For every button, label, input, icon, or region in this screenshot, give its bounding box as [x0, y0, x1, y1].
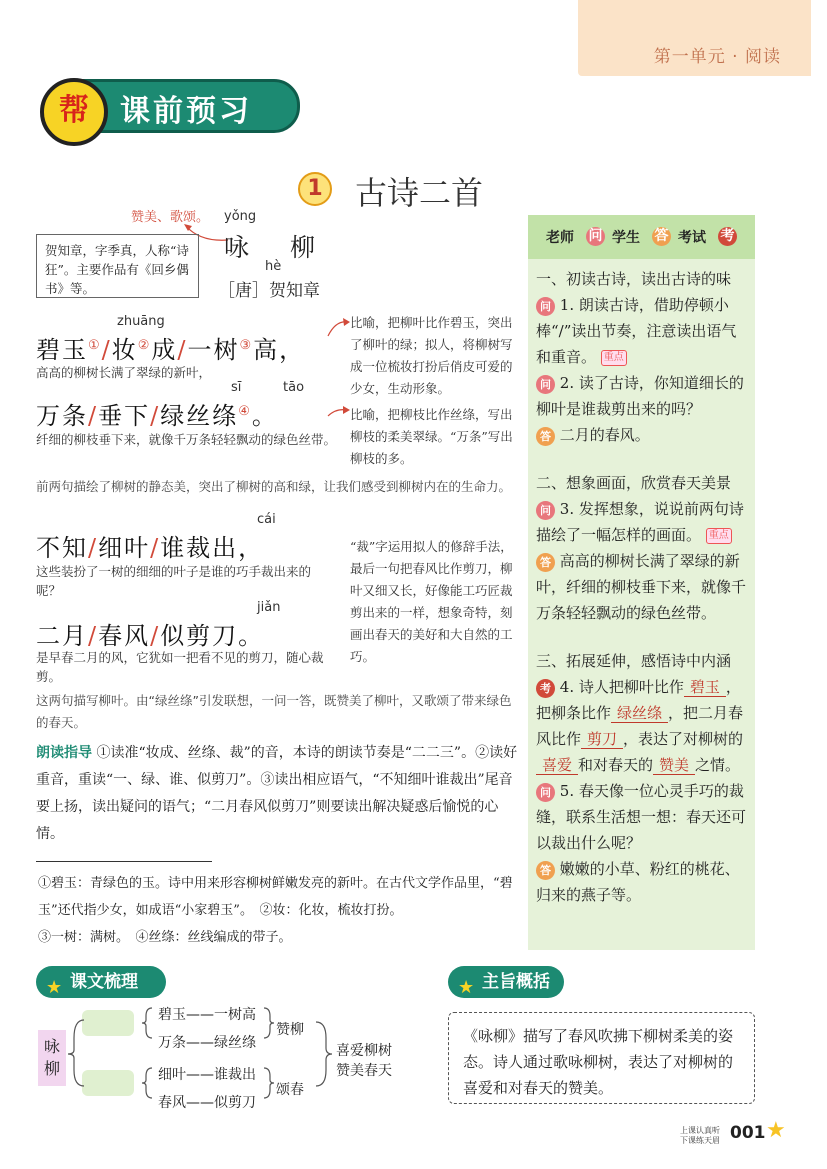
banner-title: 课前预习: [120, 94, 252, 129]
mindmap-end1: 喜爱柳树: [336, 1043, 392, 1059]
poem-title: 咏 柳: [224, 233, 324, 262]
gloss-2: 纤细的柳枝垂下来，就像千万条轻轻飘动的绿色丝带。: [36, 432, 337, 447]
answer-3: 答 高高的柳树长满了翠绿的新叶，纤细的柳枝垂下来，就像千万条轻轻飘动的绿色丝带。: [536, 552, 747, 622]
section-2: 二、想象画面，欣赏春天美景: [536, 474, 732, 492]
question-5: 问 5. 春天像一位心灵手巧的裁缝，联系生活想一想：春天还可以裁出什么呢？: [536, 782, 747, 852]
mindmap-l2: 万条——绿丝绦: [158, 1035, 256, 1051]
summary-label: ★ 主旨概括: [448, 966, 564, 998]
star-icon: ★: [766, 1118, 786, 1143]
unit-label: 第一单元 · 阅读: [653, 47, 781, 67]
reading-text: ①读准“妆成、丝绦、裁”的音，本诗的朗读节奏是“二二三”。②读好重音，重读“一、绿、谁、似剪刀”。③读出相应语气，“不知细叶谁裁出”尾音要上扬，读出疑问的语气；“二月春风似剪刀”则要读出解决疑惑后愉悦的心情。: [36, 745, 518, 842]
section-1: 一、初读古诗，读出古诗的味: [536, 270, 732, 288]
reading-label: 朗读指导: [36, 745, 92, 761]
question-3: 问 3. 发挥想象，说说前两句诗描绘了一幅怎样的画面。 重点: [536, 500, 744, 544]
mindmap-end2: 赞美春天: [336, 1063, 392, 1079]
mid-note: 前两句描绘了柳树的静态美，突出了柳树的高和绿，让我们感受到柳树内在的生命力。: [36, 479, 512, 494]
sidebar-header: 老师 问 学生 答 考试 考: [528, 215, 755, 259]
note-1: 比喻，把柳叶比作碧玉，突出了柳叶的绿；拟人，将柳树写成一位梳妆打扮后俏皮可爱的少女，生动形象。: [350, 315, 513, 396]
author-pinyin: hè: [265, 259, 282, 274]
mindmap-r2: 颂春: [276, 1082, 304, 1098]
pinyin-si: sī: [231, 380, 242, 395]
mindmap-label: ★ 课文梳理: [36, 966, 166, 998]
note-2: 比喻，把柳枝比作丝绦，写出柳枝的柔美翠绿。“万条”写出柳枝的多。: [350, 407, 513, 466]
gloss-3: 这些装扮了一树的细细的叶子是谁的巧手裁出来的呢？: [36, 564, 312, 598]
end-note: 这两句描写柳叶。由“绿丝绦”引发联想，一问一答，既赞美了柳叶，又歌颂了带来绿色的春天。: [36, 693, 512, 730]
question-4: 考 4. 诗人把柳叶比作 碧玉 ，把柳条比作 绿丝绦 ，把二月春风比作 剪刀 ，表达了对柳树的喜爱 和对春天的 赞美 之情。: [536, 678, 744, 774]
pinyin-jian: jiǎn: [257, 600, 281, 615]
author-note: 贺知章，字季真，人称“诗狂”。主要作品有《回乡偶书》等。: [36, 234, 199, 298]
question-1: 问 1. 朗读古诗，借助停顿小棒“/”读出节奏，注意读出语气和重音。 重点: [536, 296, 737, 366]
pinyin-zhuang: zhuāng: [117, 314, 165, 329]
sidebar-content: [536, 266, 751, 908]
lesson-title: 古诗二首: [355, 174, 484, 212]
mindmap-l1: 碧玉——一树高: [158, 1007, 256, 1023]
section-3: 三、拓展延伸，感悟诗中内涵: [536, 652, 732, 670]
gloss-4: 是早春二月的风，它犹如一把看不见的剪刀，随心裁剪。: [36, 650, 324, 684]
answer-5: 答 嫩嫩的小草、粉红的桃花、归来的燕子等。: [536, 860, 740, 904]
title-annotation: 赞美、歌颂。: [131, 210, 210, 225]
poem-line-4: 二月/春风/似剪刀。: [36, 622, 265, 650]
pinyin-tao: tāo: [283, 380, 305, 395]
note-arrow-1: [326, 316, 352, 340]
mindmap-l4: 春风——似剪刀: [158, 1095, 256, 1111]
mindmap-root: 咏柳: [38, 1030, 66, 1086]
lesson-number: 1: [298, 172, 332, 206]
summary-text: 《咏柳》描写了春风吹拂下柳树柔美的姿态。诗人通过歌咏柳树，表达了对柳树的喜爱和对春天的赞美。: [448, 1012, 755, 1104]
page-number: 001: [730, 1123, 766, 1143]
pinyin-cai: cái: [257, 512, 276, 527]
gloss-1: 高高的柳树长满了翠绿的新叶，: [36, 365, 212, 380]
poem-line-1: 碧玉①/妆②成/一树③高，: [36, 336, 306, 364]
poem-author: ［唐］贺知章: [218, 281, 320, 301]
mindmap-r1: 赞柳: [276, 1022, 304, 1038]
mindmap-l3: 细叶——谁裁出: [158, 1067, 256, 1083]
poem-line-3: 不知/细叶/谁裁出，: [36, 534, 265, 562]
footnote-divider: [36, 861, 212, 862]
mindmap-braces: [60, 998, 350, 1114]
question-2: 问 2. 读了古诗，你知道细长的柳叶是谁裁剪出来的吗？: [536, 374, 744, 418]
title-pinyin: yǒng: [224, 209, 257, 224]
note-arrow-2: [326, 402, 352, 422]
poem-line-2: 万条/垂下/绿丝绦④。: [36, 402, 278, 430]
footer-slogan: 上课认真听 下课练天眉: [680, 1126, 720, 1145]
note-3: “裁”字运用拟人的修辞手法，最后一句把春风比作剪刀，柳叶又细又长，好像能工巧匠裁剪出来的一样，想象奇特，刻画出春天的美好和大自然的工巧。: [350, 539, 513, 664]
badge: 帮: [40, 78, 108, 146]
reading-guide: [36, 740, 518, 848]
unit-tag: [578, 0, 811, 76]
footnotes: ①碧玉：青绿色的玉。诗中用来形容柳树鲜嫩发亮的新叶。在古代文学作品里，“碧玉”还代指少女，如成语“小家碧玉”。 ②妆：化妆，梳妆打扮。 ③一树：满树。 ④丝绦：丝线编成的带子。: [38, 876, 513, 945]
answer-2: 答 二月的春风。: [536, 422, 751, 448]
